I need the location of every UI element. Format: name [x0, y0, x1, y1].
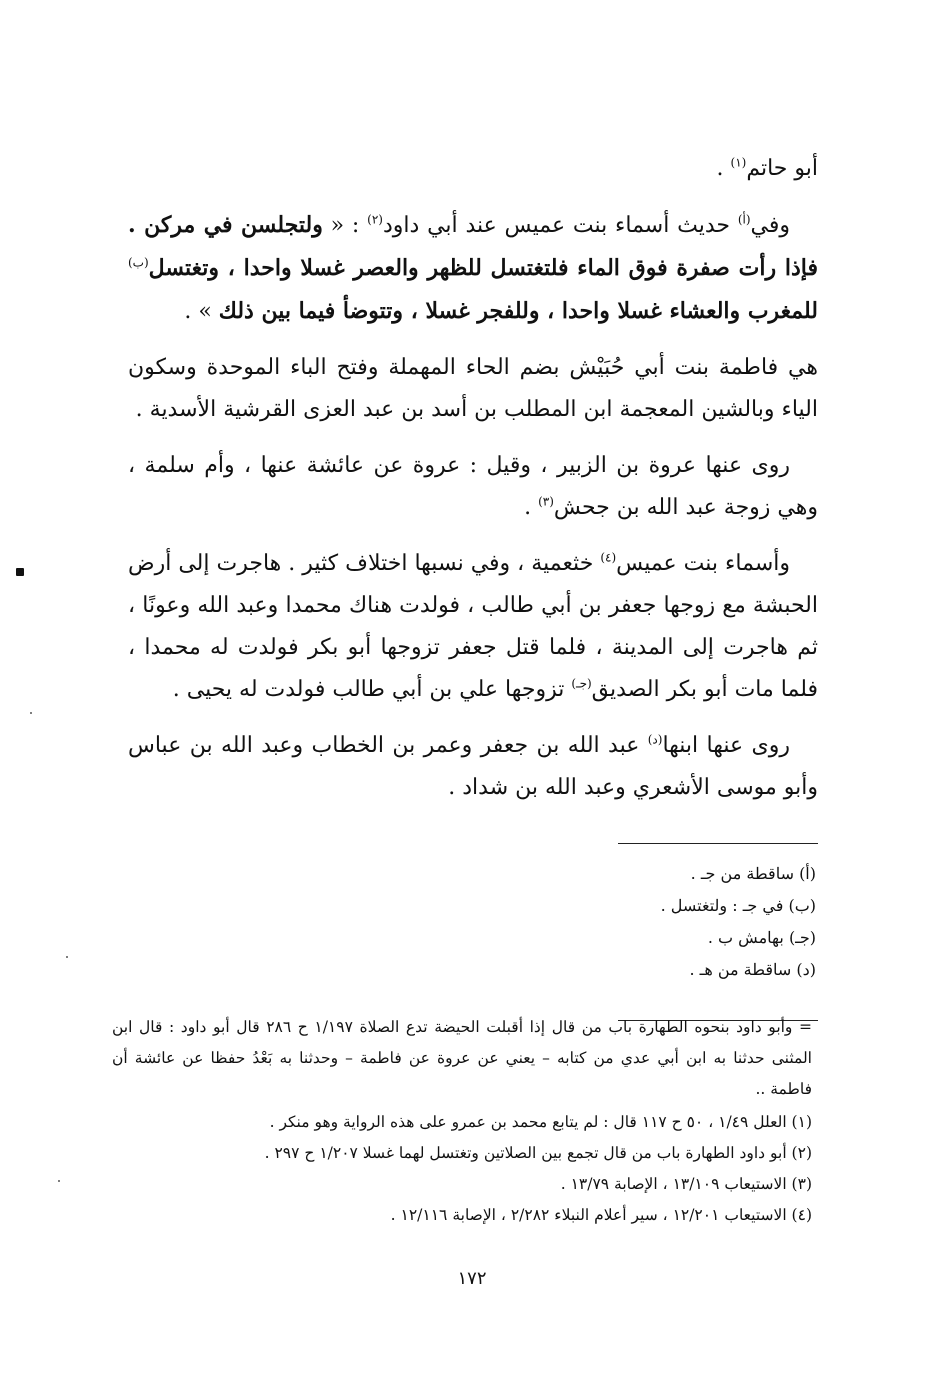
- paragraph-top-line: [128, 148, 818, 190]
- variant-notes: [128, 858, 818, 986]
- variant-note-a: (أ) ساقطة من جـ .: [690, 864, 816, 883]
- text-punct: .: [716, 156, 731, 181]
- reference-note-3: (٣) الاستيعاب ١٣/١٠٩ ، الإصابة ١٣/٧٩ .: [560, 1175, 812, 1193]
- reference-notes: [112, 1012, 812, 1231]
- paragraph-fatima-bio: [128, 347, 818, 431]
- variant-note-c: (جـ) بهامش ب .: [707, 928, 816, 947]
- footnote-divider: [618, 843, 818, 844]
- variant-note-d: (د) ساقطة من هـ .: [689, 960, 816, 979]
- text-punct: .: [524, 495, 539, 520]
- paragraph-asmaa-narrators: [128, 725, 818, 809]
- text-fatima-narrators: روى عنها عروة بن الزبير ، وقيل : عروة عن عائشة عنها ، وأم سلمة ، وهي زوجة عبد الله بن جحش: [128, 453, 818, 520]
- footnote-ref-1[interactable]: (١): [730, 155, 747, 170]
- scan-speck: [30, 712, 32, 714]
- paragraph-fatima-narrators: [128, 445, 818, 529]
- text-asmaa-bio: خثعمية ، وفي نسبها اختلاف كثير . هاجرت إلى أرض الحبشة مع زوجها جعفر بن أبي طالب ، فولدت هناك محمدا وعبد الله وعونًا ، ثم هاجرت إلى المدينة ، فلما قتل جعفر تزوجها أبو بكر فولدت له محمدا ، فلما مات أبو بكر الصديق: [128, 551, 818, 702]
- text-quote-end: » .: [184, 299, 219, 324]
- text-asmaa-bio-end: تزوجها علي بن أبي طالب فولدت له يحيى .: [172, 677, 572, 702]
- hadith-quote-part1: ولتجلسن في مركن . فإذا رأت صفرة فوق الماء فلتغتسل للظهر والعصر غسلا واحدا ، وتغتسل: [128, 212, 818, 281]
- variant-ref-d[interactable]: (د): [647, 732, 663, 747]
- hadith-quote-part2: للمغرب والعشاء غسلا واحدا ، وللفجر غسلا ، وتتوضأ فيما بين ذلك: [218, 298, 818, 324]
- text-intro: وفي: [750, 213, 790, 238]
- variant-ref-a[interactable]: (أ): [737, 212, 751, 227]
- variant-ref-c[interactable]: (جـ): [571, 676, 592, 691]
- footnote-ref-4[interactable]: (٤): [600, 550, 617, 565]
- paragraph-asmaa-bio: [128, 543, 818, 711]
- text-intro-rest: حديث أسماء بنت عميس عند أبي داود: [382, 213, 738, 238]
- paragraph-asmaa-hadith: [128, 204, 818, 333]
- page-body: [128, 148, 818, 1035]
- text-asmaa-narrators: روى عنها ابنها: [662, 733, 791, 758]
- reference-note-1: (١) العلل ١/٤٩ ، ٥٠ ح ١١٧ قال : لم يتابع محمد بن عمرو على هذه الرواية وهو منكر .: [269, 1113, 812, 1131]
- scan-speck: [58, 1180, 60, 1182]
- reference-note-4: (٤) الاستيعاب ١٢/٢٠١ ، سير أعلام النبلاء ٢/٢٨٢ ، الإصابة ١٢/١١٦ .: [390, 1206, 812, 1224]
- reference-note-2: (٢) أبو داود الطهارة باب من قال تجمع بين الصلاتين وتغتسل لهما غسلا ١/٢٠٧ ح ٢٩٧ .: [264, 1144, 812, 1162]
- footnote-ref-3[interactable]: (٣): [538, 494, 554, 509]
- text-asmaa-narrators-rest: عبد الله بن جعفر وعمر بن الخطاب وعبد الله بن عباس وأبو موسى الأشعري وعبد الله بن شداد .: [128, 733, 818, 800]
- footnote-ref-2[interactable]: (٢): [367, 212, 383, 227]
- reference-note-continuation: = وأبو داود بنحوه الطهارة باب من قال إذا أقبلت الحيضة تدع الصلاة ١/١٩٧ ح ٢٨٦ قال أبو داود : قال ابن المثنى حدثنا به ابن أبي عدي من كتابه – يعني عن عروة عن فاطمة – وحدثنا به بَعْدُ حفظا عن عائشة أن فاطمة ..: [112, 1018, 812, 1098]
- text-colon: : «: [322, 213, 368, 238]
- variant-note-b: (ب) في جـ : ولتغتسل .: [660, 896, 816, 915]
- page-number: ١٧٢: [457, 1268, 487, 1289]
- margin-mark: [16, 568, 24, 576]
- text-line-top: أبو حاتم: [746, 156, 818, 181]
- scan-speck: [66, 956, 68, 958]
- text-asmaa-name: وأسماء بنت عميس: [616, 551, 790, 576]
- variant-ref-b[interactable]: (ب): [128, 255, 149, 270]
- text-fatima-bio: هي فاطمة بنت أبي حُبَيْش بضم الحاء المهملة وفتح الباء الموحدة وسكون الياء وبالشين المعجمة ابن المطلب بن أسد بن عبد العزى القرشية الأسدية .: [128, 355, 818, 422]
